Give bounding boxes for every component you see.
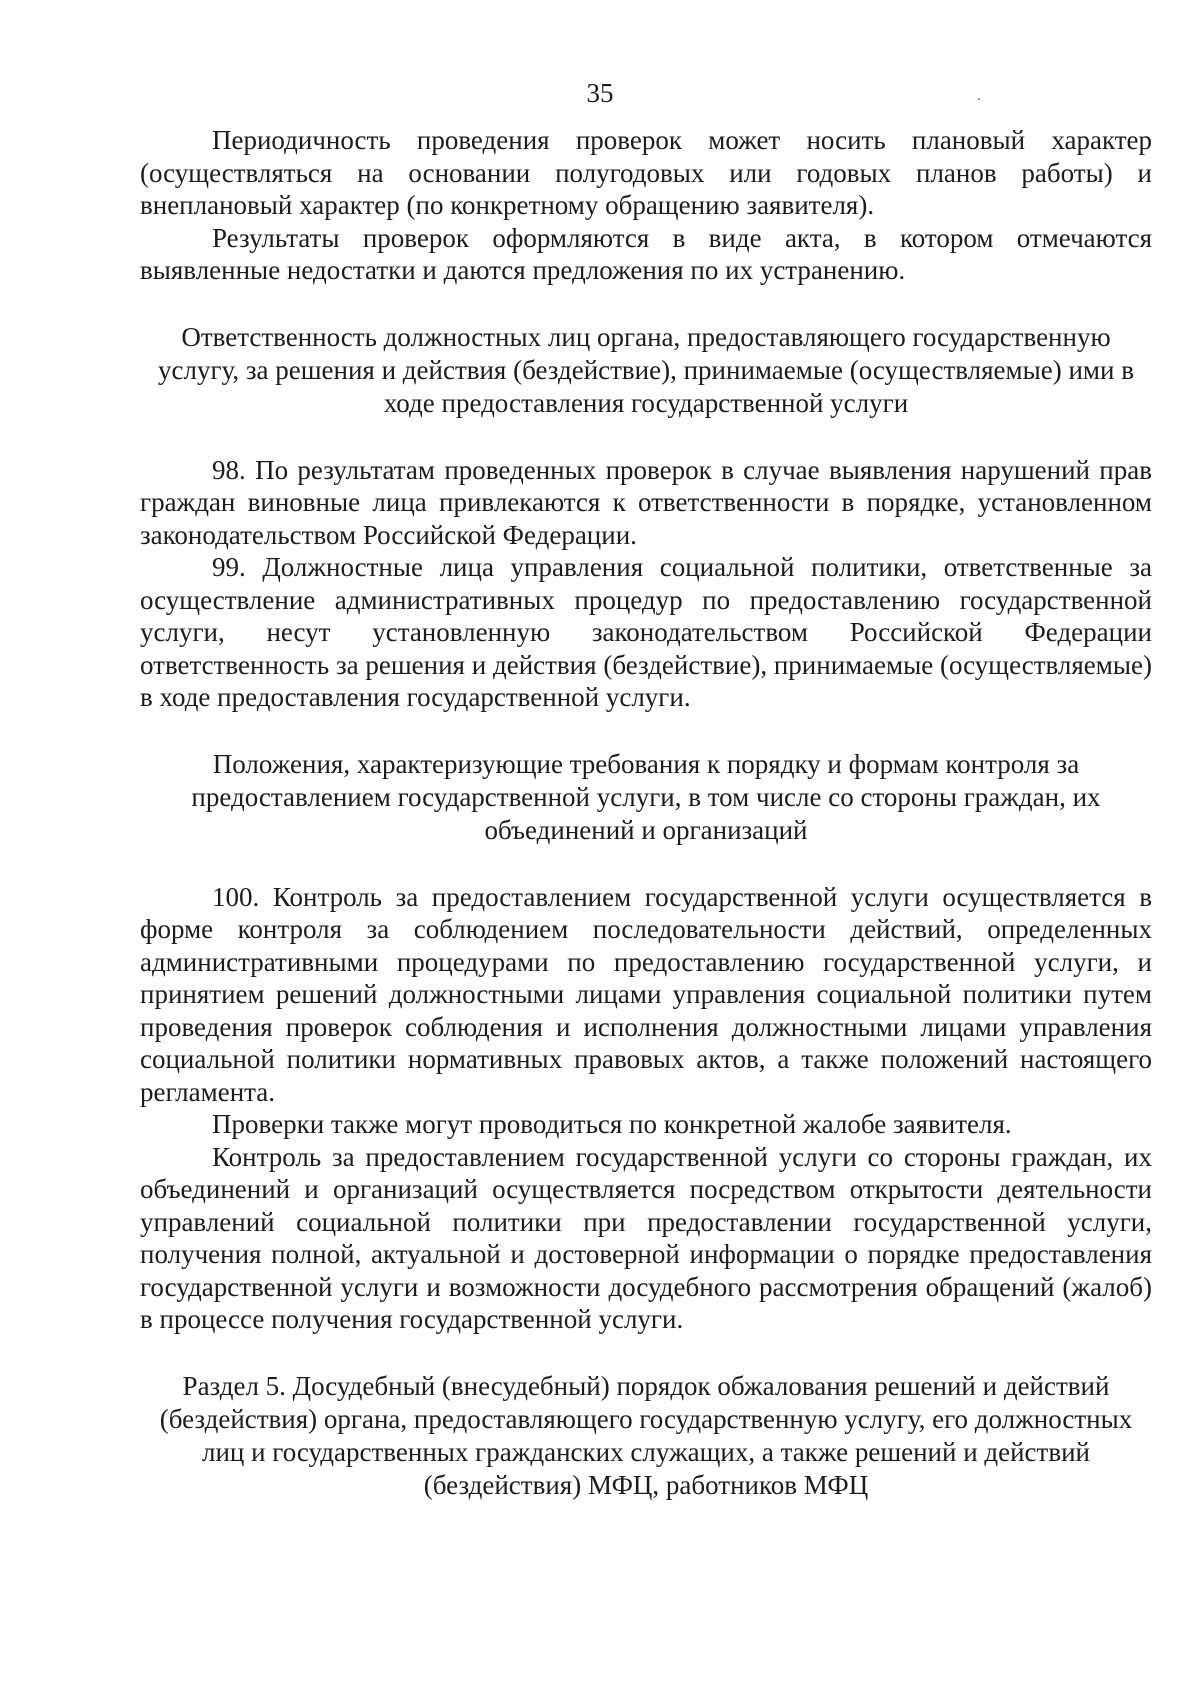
scan-speck <box>978 98 980 100</box>
page-number: 35 <box>586 78 614 108</box>
section-gap <box>140 287 1152 321</box>
heading-section-5: Раздел 5. Досудебный (внесудебный) порядок обжалования решений и действий (бездействия) органа, предоставляющего государственную услугу, его должностных лиц и государственных гражданских служащих, а также решений и действий (бездействия) МФЦ, работников МФЦ <box>159 1370 1133 1500</box>
section-gap <box>140 714 1152 748</box>
paragraph-results: Результаты проверок оформляются в виде акта, в котором отмечаются выявленные недостатки и даются предложения по их устранению. <box>140 222 1152 285</box>
heading-responsibility: Ответственность должностных лиц органа, предоставляющего государственную услугу, за решения и действия (бездействие), принимаемые (осуществляемые) ими в ходе предоставления государственной услуги <box>158 321 1134 418</box>
paragraph-periodicity: Периодичность проведения проверок может носить плановый характер (осуществляться на основании полугодовых или годовых планов работы) и внеплановый характер (по конкретному обращению заявителя). <box>140 125 1152 220</box>
heading-control: Положения, характеризующие требования к порядку и формам контроля за предоставлением государственной услуги, в том числе со стороны граждан, их объединений и организаций <box>191 748 1101 845</box>
paragraph-complaint-checks: Проверки также могут проводиться по конкретной жалобе заявителя. <box>212 1109 1012 1139</box>
paragraph-public-control: Контроль за предоставлением государственной услуги со стороны граждан, их объединений и организаций осуществляется посредством открытости деятельности управлений социальной политики при предоставлении государственной услуги, получения полной, актуальной и достоверной информации о порядке предоставления государственной услуги и возможности досудебного рассмотрения обращений (жалоб) в процессе получения государственной услуги. <box>140 1141 1152 1334</box>
section-gap <box>140 1336 1152 1370</box>
document-body <box>140 124 1152 1502</box>
section-gap <box>140 847 1152 881</box>
paragraph-98: 98. По результатам проведенных проверок в случае выявления нарушений прав граждан виновные лица привлекаются к ответственности в порядке, установленном законодательством Российской Федерации. <box>140 454 1152 550</box>
paragraph-100: 100. Контроль за предоставлением государственной услуги осуществляется в форме контроля за соблюдением последовательности действий, определенных административными процедурами по предоставлению государственной услуги, и принятием решений должностными лицами управления социальной политики путем проведения проверок соблюдения и исполнения должностными лицами управления социальной политики нормативных правовых актов, а также положений настоящего регламента. <box>140 881 1152 1107</box>
section-gap <box>140 420 1152 454</box>
paragraph-99: 99. Должностные лица управления социальной политики, ответственные за осуществление административных процедур по предоставлению государственной услуги, несут установленную законодательством Российской Федерации ответственность за решения и действия (бездействие), принимаемые (осуществляемые) в ходе предоставления государственной услуги. <box>140 552 1152 712</box>
